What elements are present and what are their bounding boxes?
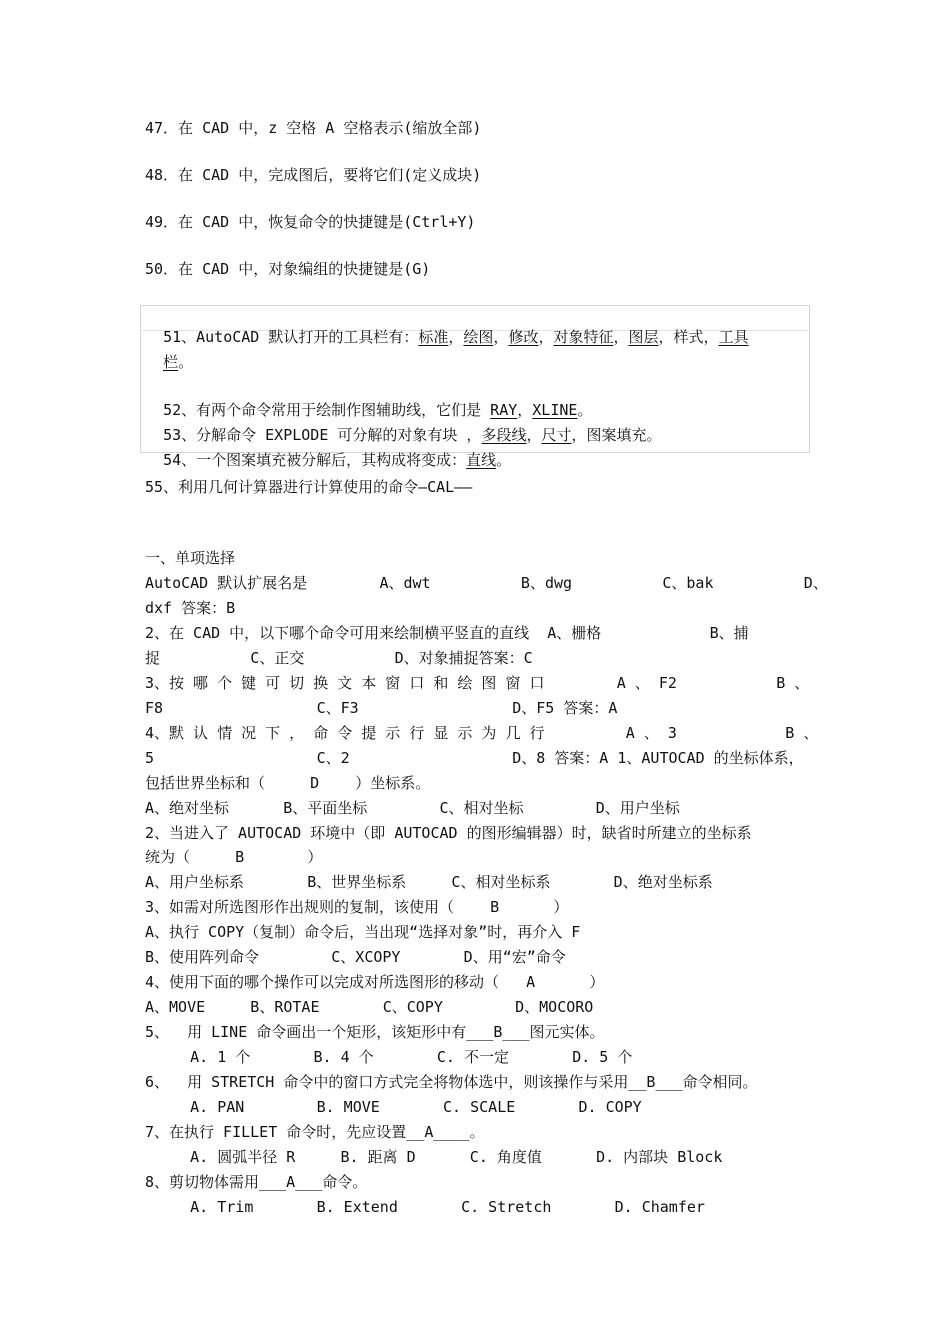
mc-line: A、绝对坐标 B、平面坐标 C、相对坐标 D、用户坐标	[145, 799, 680, 817]
mc-line: 包括世界坐标和（ D ）坐标系。	[145, 774, 431, 792]
mc-line: A、MOVE B、ROTAE C、COPY D、MOCORO	[145, 998, 594, 1016]
section-title: 一、单项选择	[145, 549, 236, 567]
mc-line: dxf 答案：B	[145, 599, 236, 617]
mc-line: A、用户坐标系 B、世界坐标系 C、相对坐标系 D、绝对坐标系	[145, 873, 713, 891]
mc-line: 6、 用 STRETCH 命令中的窗口方式完全将物体选中，则该操作与采用__B___命令相同。	[145, 1073, 758, 1091]
mc-line: A. 圆弧半径 R B. 距离 D C. 角度值 D. 内部块 Block	[145, 1148, 723, 1166]
mc-line: 2、当进入了 AUTOCAD 环境中（即 AUTOCAD 的图形编辑器）时，缺省时所建立的坐标系	[145, 824, 752, 842]
question-47: 47．在 CAD 中，z 空格 A 空格表示(缩放全部)	[145, 119, 482, 137]
mc-line: 8、剪切物体需用___A___命令。	[145, 1173, 368, 1191]
mc-line: 7、在执行 FILLET 命令时，先应设置__A____。	[145, 1123, 485, 1141]
mc-line: B、使用阵列命令 C、XCOPY D、用“宏”命令	[145, 948, 566, 966]
question-51: 51、AutoCAD 默认打开的工具栏有：标准，绘图，修改，对象特征，图层，样式，工具	[163, 328, 749, 346]
question-54: 54、一个图案填充被分解后，其构成将变成：直线。	[163, 451, 512, 469]
mc-line: A. PAN B. MOVE C. SCALE D. COPY	[145, 1098, 642, 1116]
mc-line: 3、按 哪 个 键 可 切 换 文 本 窗 口 和 绘 图 窗 口 A 、 F2 B 、	[145, 674, 810, 692]
mc-line: A、执行 COPY（复制）命令后，当出现“选择对象”时，再介入 F	[145, 923, 581, 941]
question-55: 55、利用几何计算器进行计算使用的命令—CAL——	[145, 478, 473, 496]
mc-line: AutoCAD 默认扩展名是 A、dwt B、dwg C、bak D、	[145, 574, 828, 592]
question-51-cont: 栏。	[163, 353, 194, 371]
question-52: 52、有两个命令常用于绘制作图辅助线，它们是 RAY，XLINE。	[163, 401, 593, 419]
mc-line: 4、默 认 情 况 下 ， 命 令 提 示 行 显 示 为 几 行 A 、 3 B 、	[145, 724, 819, 742]
mc-line: 5 C、2 D、8 答案：A 1、AUTOCAD 的坐标体系，	[145, 749, 804, 767]
mc-line: 4、使用下面的哪个操作可以完成对所选图形的移动（ A ）	[145, 973, 605, 991]
mc-line: 统为（ B ）	[145, 848, 323, 866]
question-48: 48．在 CAD 中，完成图后，要将它们(定义成块)	[145, 166, 482, 184]
mc-line: 5、 用 LINE 命令画出一个矩形，该矩形中有___B___图元实体。	[145, 1023, 605, 1041]
mc-line: 2、在 CAD 中，以下哪个命令可用来绘制横平竖直的直线 A、栅格 B、捕	[145, 624, 749, 642]
mc-line: 捉 C、正交 D、对象捕捉答案：C	[145, 649, 533, 667]
question-53: 53、分解命令 EXPLODE 可分解的对象有块 ，多段线，尺寸，图案填充。	[163, 426, 662, 444]
question-50: 50．在 CAD 中，对象编组的快捷键是(G)	[145, 260, 431, 278]
question-49: 49．在 CAD 中，恢复命令的快捷键是(Ctrl+Y)	[145, 213, 476, 231]
mc-line: F8 C、F3 D、F5 答案：A	[145, 699, 618, 717]
mc-line: 3、如需对所选图形作出规则的复制，该使用（ B ）	[145, 898, 569, 916]
mc-line: A. Trim B. Extend C. Stretch D. Chamfer	[145, 1198, 705, 1216]
mc-line: A. 1 个 B. 4 个 C. 不一定 D. 5 个	[145, 1048, 633, 1066]
